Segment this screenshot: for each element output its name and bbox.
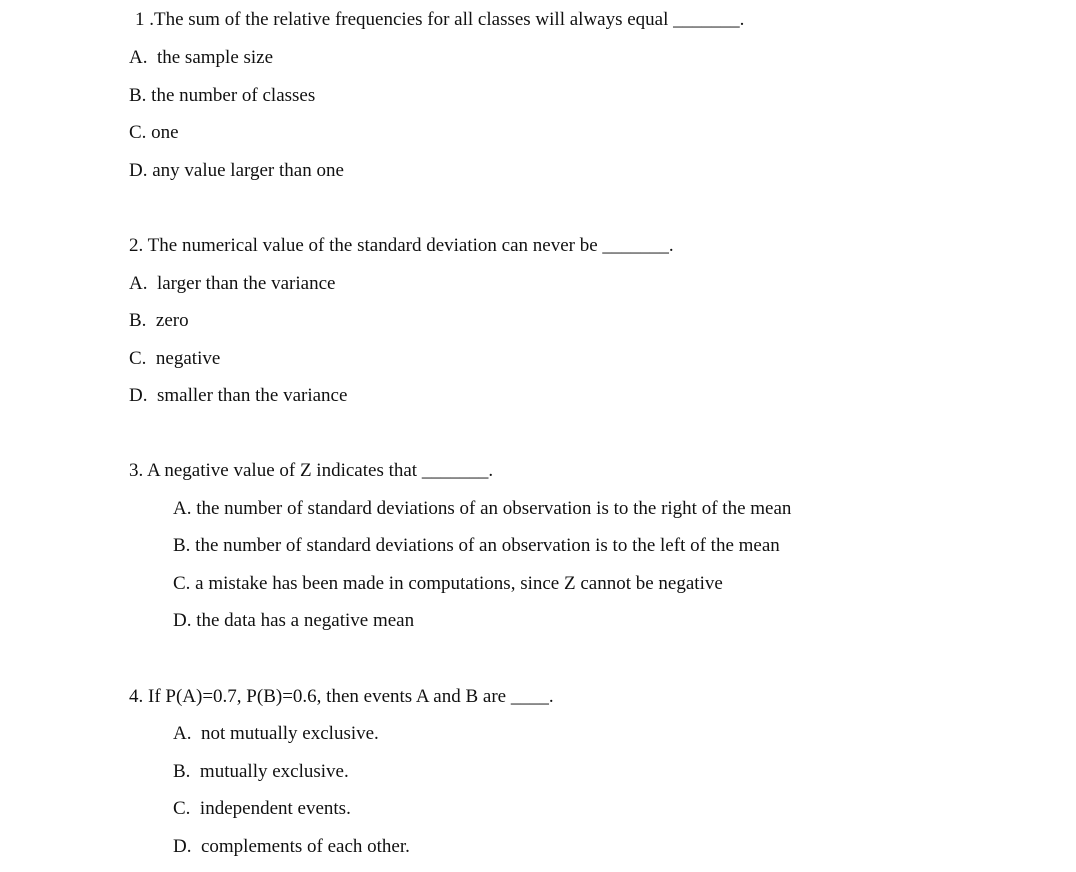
question-4-option-a: A. not mutually exclusive. (173, 723, 379, 744)
question-1-option-a: A. the sample size (129, 47, 274, 68)
question-1-option-c: C. one (129, 122, 179, 143)
question-3-option-d: D. the data has a negative mean (173, 610, 415, 631)
question-4-option-b: B. mutually exclusive. (173, 761, 349, 782)
question-4-option-d: D. complements of each other. (173, 836, 410, 857)
question-1-option-d: D. any value larger than one (129, 160, 344, 181)
question-3-option-a: A. the number of standard deviations of an observation is to the right of the mean (173, 498, 792, 519)
question-2-option-b: B. zero (129, 310, 189, 331)
question-4-stem: 4. If P(A)=0.7, P(B)=0.6, then events A and B are ____. (129, 686, 554, 707)
question-4-option-c: C. independent events. (173, 798, 351, 819)
question-2-option-d: D. smaller than the variance (129, 385, 348, 406)
question-3-option-b: B. the number of standard deviations of an observation is to the left of the mean (173, 535, 780, 556)
question-2-stem: 2. The numerical value of the standard deviation can never be _______. (129, 235, 674, 256)
question-2-option-a: A. larger than the variance (129, 273, 336, 294)
question-1-option-b: B. the number of classes (129, 85, 316, 106)
question-3-option-c: C. a mistake has been made in computations, since Z cannot be negative (173, 573, 723, 594)
question-3-stem: 3. A negative value of Z indicates that _______. (129, 460, 494, 481)
question-1-stem: 1 .The sum of the relative frequencies for all classes will always equal _______. (135, 9, 745, 30)
question-2-option-c: C. negative (129, 348, 221, 369)
